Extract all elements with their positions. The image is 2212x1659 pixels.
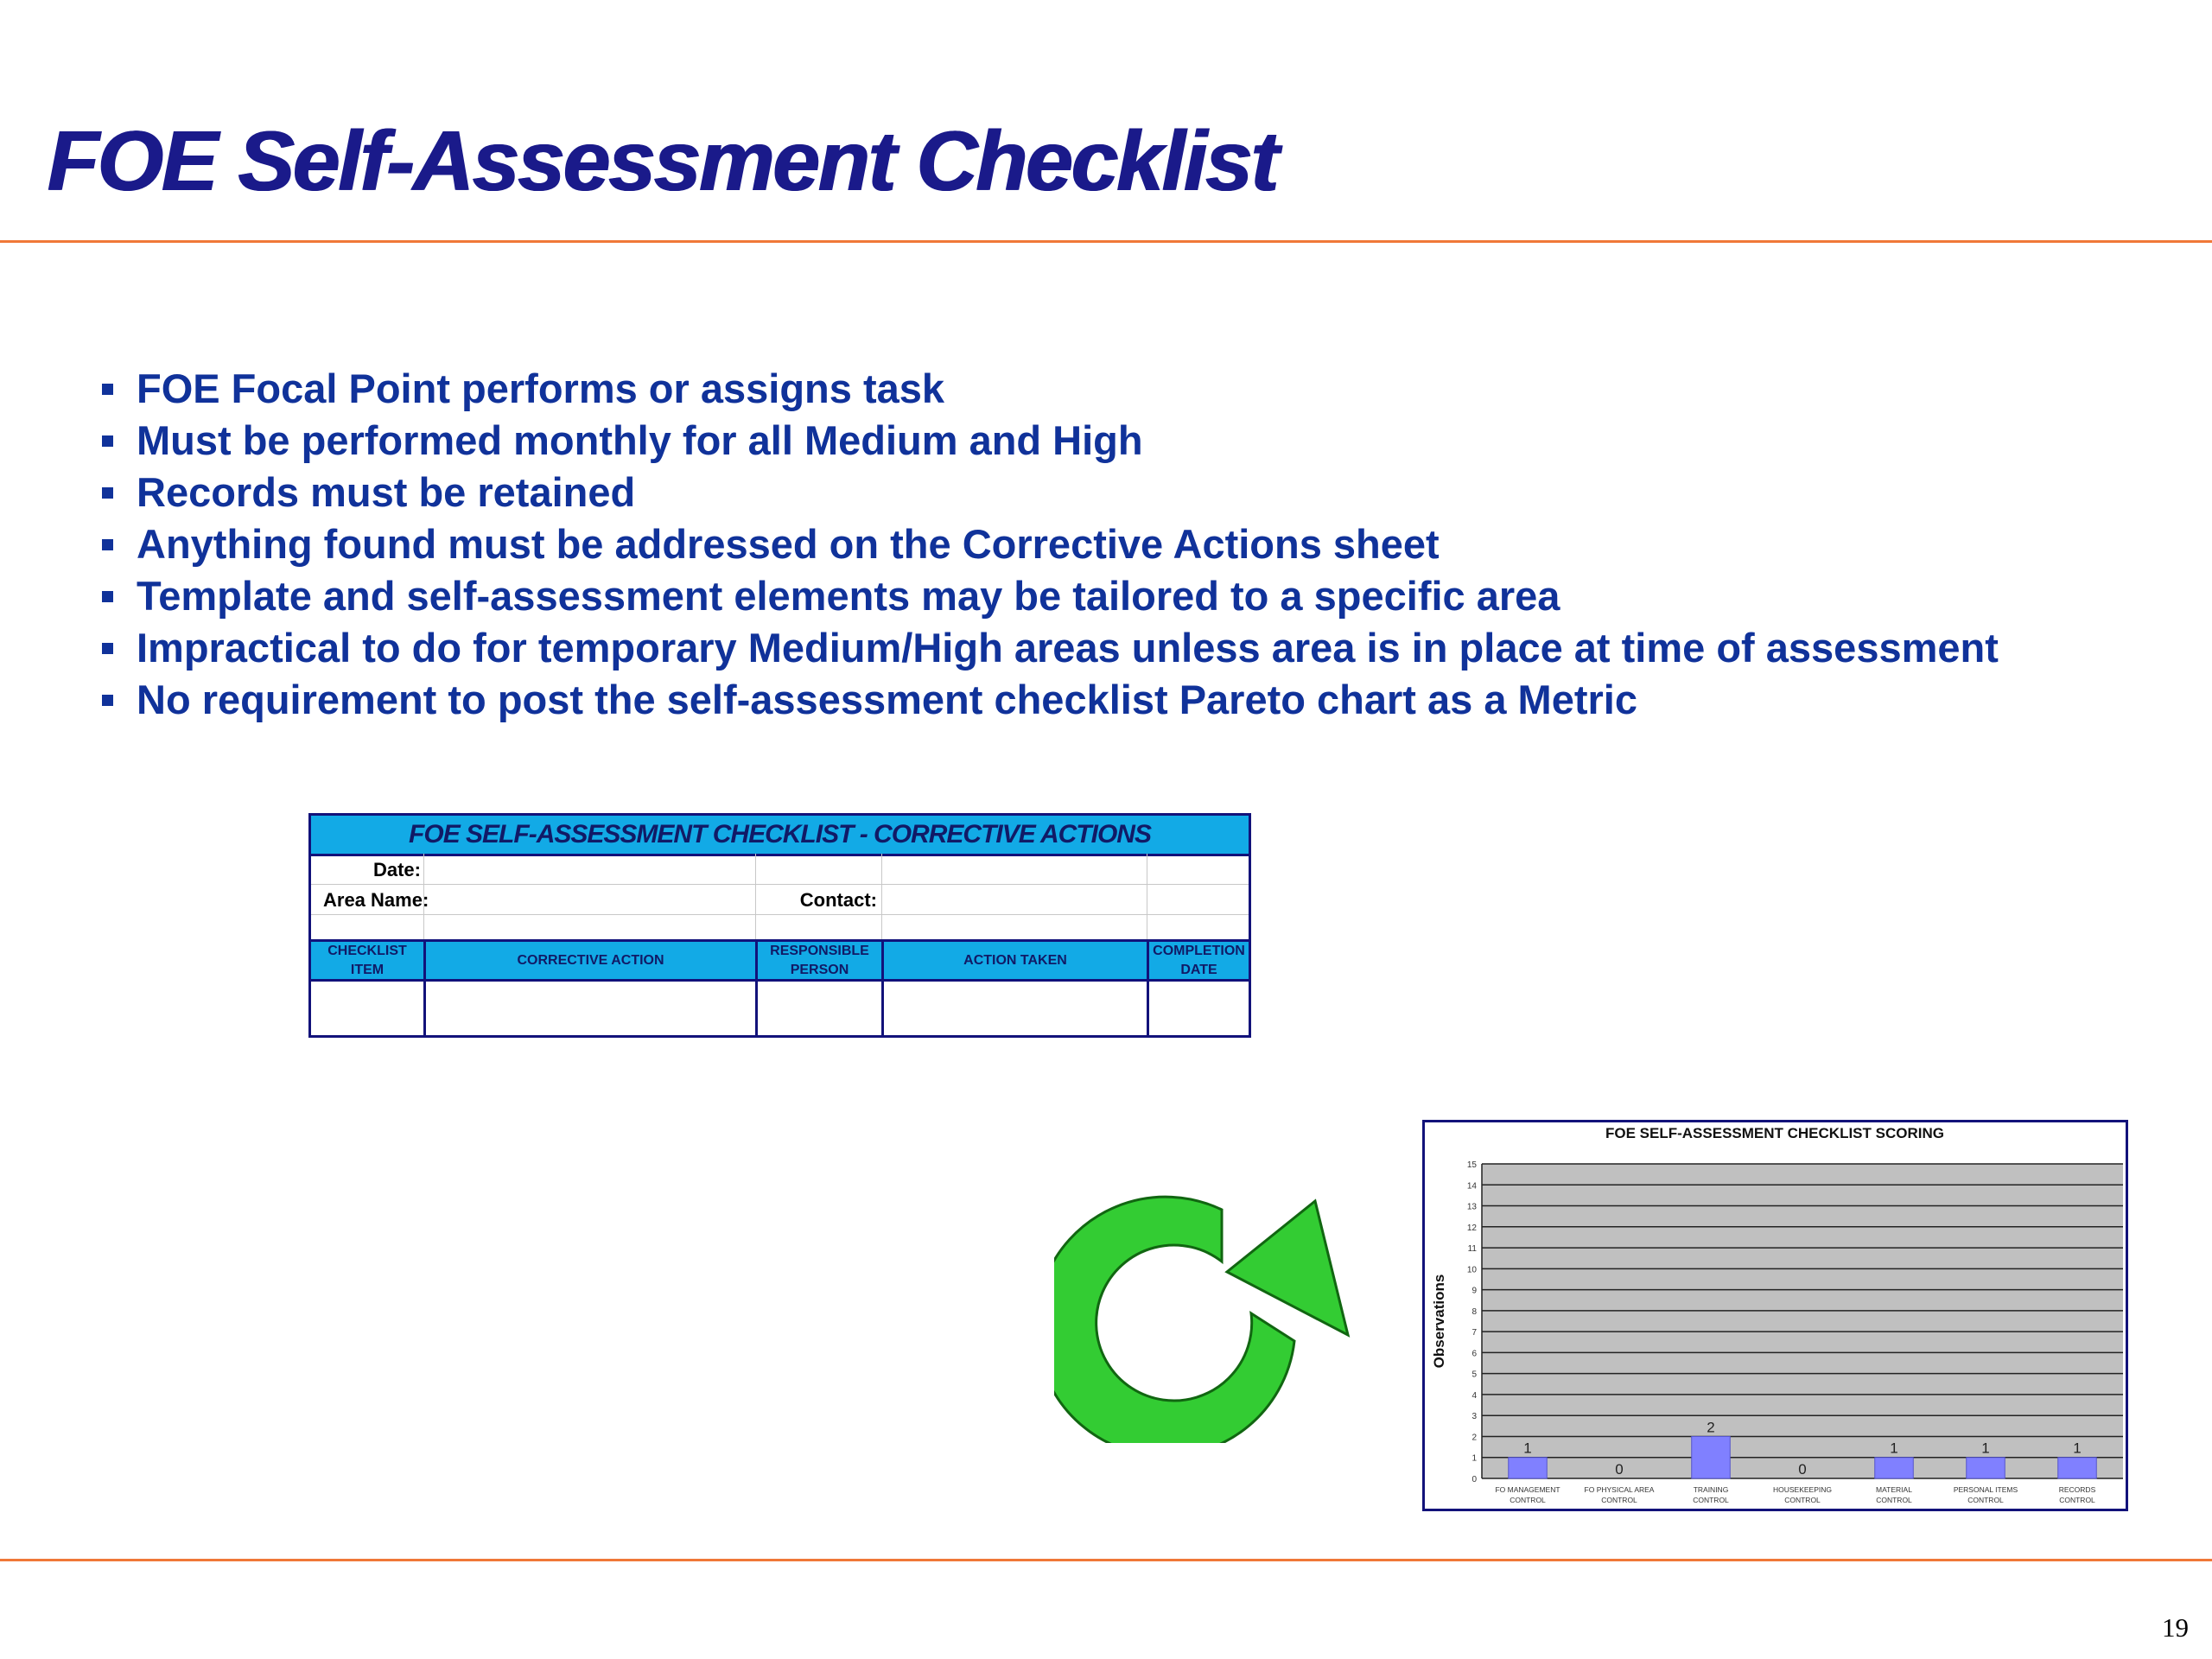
- contact-label: Contact:: [799, 889, 877, 911]
- bullet-item: [95, 415, 1999, 467]
- chart-y-tick-label: 9: [1471, 1286, 1477, 1296]
- chart-x-tick-label: MATERIAL: [1876, 1485, 1912, 1494]
- column-divider: [423, 939, 426, 1038]
- page-number: 19: [2162, 1612, 2189, 1643]
- chart-plot-area: [1482, 1164, 2123, 1478]
- slide-title: FOE Self-Assessment Checklist: [48, 113, 1278, 208]
- column-divider: [1147, 939, 1149, 1038]
- chart-data-label: 1: [1981, 1440, 1990, 1457]
- chart-x-tick-label: PERSONAL ITEMS: [1953, 1485, 2018, 1494]
- chart-y-tick-label: 5: [1471, 1370, 1477, 1380]
- date-label: Date:: [372, 859, 421, 880]
- chart-bar: [2058, 1458, 2097, 1478]
- chart-x-tick-label: FO MANAGEMENT: [1495, 1485, 1560, 1494]
- form-gridline: [311, 884, 1249, 885]
- chart-y-tick-label: 14: [1466, 1181, 1477, 1192]
- chart-x-tick-label: CONTROL: [1967, 1496, 2004, 1504]
- bullet-square-icon: [102, 695, 113, 706]
- chart-bar: [1509, 1458, 1548, 1478]
- bullet-text: Must be performed monthly for all Medium and High: [137, 417, 1143, 463]
- chart-y-tick-label: 1: [1471, 1453, 1477, 1464]
- form-gridline: [881, 854, 882, 939]
- chart-bar: [1692, 1436, 1731, 1478]
- form-gridline: [311, 914, 1249, 915]
- bullet-square-icon: [102, 435, 113, 447]
- bullet-text: Template and self-assessment elements may be tailored to a specific area: [137, 573, 1560, 619]
- chart-y-axis-label: Observations: [1431, 1274, 1447, 1369]
- chart-x-tick-label: TRAINING: [1693, 1485, 1729, 1494]
- chart-data-label: 0: [1798, 1461, 1807, 1478]
- chart-x-tick-label: CONTROL: [1784, 1496, 1821, 1504]
- corrective-actions-form: [308, 813, 1251, 1038]
- chart-y-tick-label: 12: [1466, 1223, 1477, 1233]
- title-divider: [0, 240, 2212, 243]
- column-divider: [881, 939, 884, 1038]
- scoring-chart: [1422, 1120, 2128, 1511]
- column-header: CHECKLIST ITEM: [311, 939, 423, 982]
- chart-data-label: 1: [1890, 1440, 1898, 1457]
- bullet-square-icon: [102, 539, 113, 550]
- bullet-square-icon: [102, 643, 113, 654]
- chart-y-tick-label: 8: [1471, 1306, 1477, 1317]
- chart-y-tick-label: 2: [1471, 1433, 1477, 1443]
- chart-y-tick-label: 13: [1466, 1202, 1477, 1212]
- chart-x-tick-label: HOUSEKEEPING: [1772, 1485, 1833, 1494]
- bullet-list: [95, 363, 1999, 726]
- column-header: RESPONSIBLE PERSON: [758, 939, 881, 982]
- form-gridline: [755, 854, 756, 939]
- chart-y-tick-label: 0: [1471, 1475, 1477, 1484]
- chart-data-label: 0: [1615, 1461, 1624, 1478]
- bullet-item: [95, 622, 1999, 674]
- chart-x-tick-label: CONTROL: [1510, 1496, 1546, 1504]
- chart-x-tick-label: CONTROL: [1601, 1496, 1637, 1504]
- bullet-text: FOE Focal Point performs or assigns task: [137, 365, 945, 411]
- chart-y-tick-label: 3: [1471, 1412, 1477, 1422]
- chart-y-tick-label: 7: [1471, 1328, 1477, 1338]
- chart-x-tick-label: CONTROL: [1693, 1496, 1729, 1504]
- bullet-text: No requirement to post the self-assessment checklist Pareto chart as a Metric: [137, 677, 1637, 722]
- bullet-item: [95, 674, 1999, 726]
- chart-x-tick-label: CONTROL: [2059, 1496, 2095, 1504]
- cycle-arrow-head: [1227, 1201, 1348, 1335]
- bullet-text: Anything found must be addressed on the Corrective Actions sheet: [137, 521, 1440, 567]
- bullet-item: [95, 518, 1999, 570]
- chart-data-label: 1: [2073, 1440, 2082, 1457]
- bullet-square-icon: [102, 487, 113, 499]
- chart-y-tick-label: 6: [1471, 1349, 1477, 1359]
- column-header: COMPLETION DATE: [1149, 939, 1249, 982]
- chart-x-tick-label: FO PHYSICAL AREA: [1584, 1485, 1655, 1494]
- chart-y-tick-label: 11: [1467, 1244, 1477, 1255]
- chart-data-label: 1: [1523, 1440, 1532, 1457]
- chart-bar: [1967, 1458, 2005, 1478]
- bullet-item: [95, 467, 1999, 518]
- chart-y-tick-label: 10: [1466, 1265, 1477, 1275]
- form-title: FOE SELF-ASSESSMENT CHECKLIST - CORRECTIVE ACTIONS: [311, 816, 1249, 856]
- cycle-arrow-icon: [1054, 1149, 1357, 1443]
- bullet-square-icon: [102, 591, 113, 602]
- column-divider: [755, 939, 758, 1038]
- chart-title: FOE SELF-ASSESSMENT CHECKLIST SCORING: [1605, 1125, 1944, 1141]
- cycle-arrow-body: [1054, 1197, 1294, 1443]
- chart-x-tick-label: CONTROL: [1876, 1496, 1912, 1504]
- scoring-chart-svg: [1425, 1122, 2126, 1509]
- area-name-label: Area Name:: [323, 889, 429, 911]
- bullet-text: Records must be retained: [137, 469, 636, 515]
- chart-x-tick-label: RECORDS: [2058, 1485, 2096, 1494]
- bullet-item: [95, 570, 1999, 622]
- chart-y-tick-label: 15: [1466, 1160, 1477, 1170]
- bullet-text: Impractical to do for temporary Medium/High areas unless area is in place at time of assessment: [137, 625, 1999, 671]
- chart-y-tick-label: 4: [1471, 1390, 1477, 1401]
- bullet-square-icon: [102, 384, 113, 395]
- footer-divider: [0, 1559, 2212, 1561]
- column-header: ACTION TAKEN: [884, 939, 1147, 982]
- chart-bar: [1875, 1458, 1914, 1478]
- chart-data-label: 2: [1707, 1419, 1715, 1436]
- column-header: CORRECTIVE ACTION: [426, 939, 755, 982]
- bullet-item: [95, 363, 1999, 415]
